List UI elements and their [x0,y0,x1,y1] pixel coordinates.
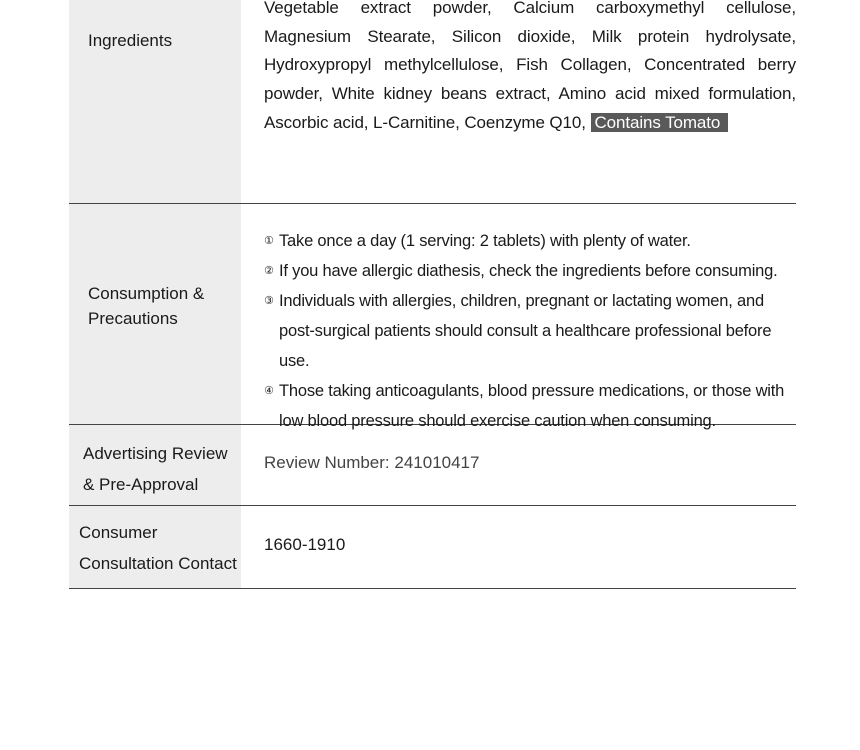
precautions-list [264,226,796,436]
contact-label-line1: Consumer [79,523,158,542]
contact-phone: 1660-1910 [264,535,346,554]
precaution-item [264,226,796,256]
ingredients-label: Ingredients [88,31,173,50]
review-row [69,425,796,506]
precaution-text: Those taking anticoagulants, blood pressure medications, or those with low blood pressure should exercise caution when consuming. [279,382,785,430]
review-label-line1: Advertising Review [83,444,228,463]
precautions-label-line2: Precautions [88,309,178,328]
review-number: Review Number: 241010417 [264,453,480,472]
precaution-number: ④ [264,385,274,397]
precaution-number: ② [264,265,274,277]
precaution-item [264,286,796,376]
contact-label [79,517,237,579]
contact-label-line2: Consultation Contact [79,554,237,573]
ingredients-label-cell [69,0,241,203]
ingredients-value [264,0,796,138]
review-label [83,438,228,500]
product-info-table [69,0,796,589]
precaution-text: If you have allergic diathesis, check the ingredients before consuming. [279,262,778,280]
precautions-label-line1: Consumption & [88,284,205,303]
review-label-line2: & Pre-Approval [83,475,199,494]
review-label-cell [69,425,241,505]
precaution-item [264,256,796,286]
ingredients-row [69,0,796,204]
precaution-text: Take once a day (1 serving: 2 tablets) with plenty of water. [279,232,691,250]
precaution-number: ③ [264,295,274,307]
ingredients-text: Vegetable extract powder, Calcium carboxymethyl cellulose, Magnesium Stearate, Silicon dioxide, Milk protein hydrolysate, Hydroxypropyl methylcellulose, Fish Collagen, Concentrated berry powder, White kidney beans extract, Amino acid mixed formulation, Ascorbic acid, L-Carnitine, Coenzyme Q10, [264,0,796,132]
precaution-number: ① [264,235,274,247]
contact-label-cell [69,506,241,588]
precautions-label-cell [69,204,241,424]
precautions-label [88,281,204,331]
tomato-allergen-highlight: Contains Tomato [591,113,729,132]
precautions-row [69,204,796,430]
contact-row [69,506,796,589]
precaution-text: Individuals with allergies, children, pregnant or lactating women, and post-surgical patients should consult a healthcare professional before use. [279,292,772,370]
